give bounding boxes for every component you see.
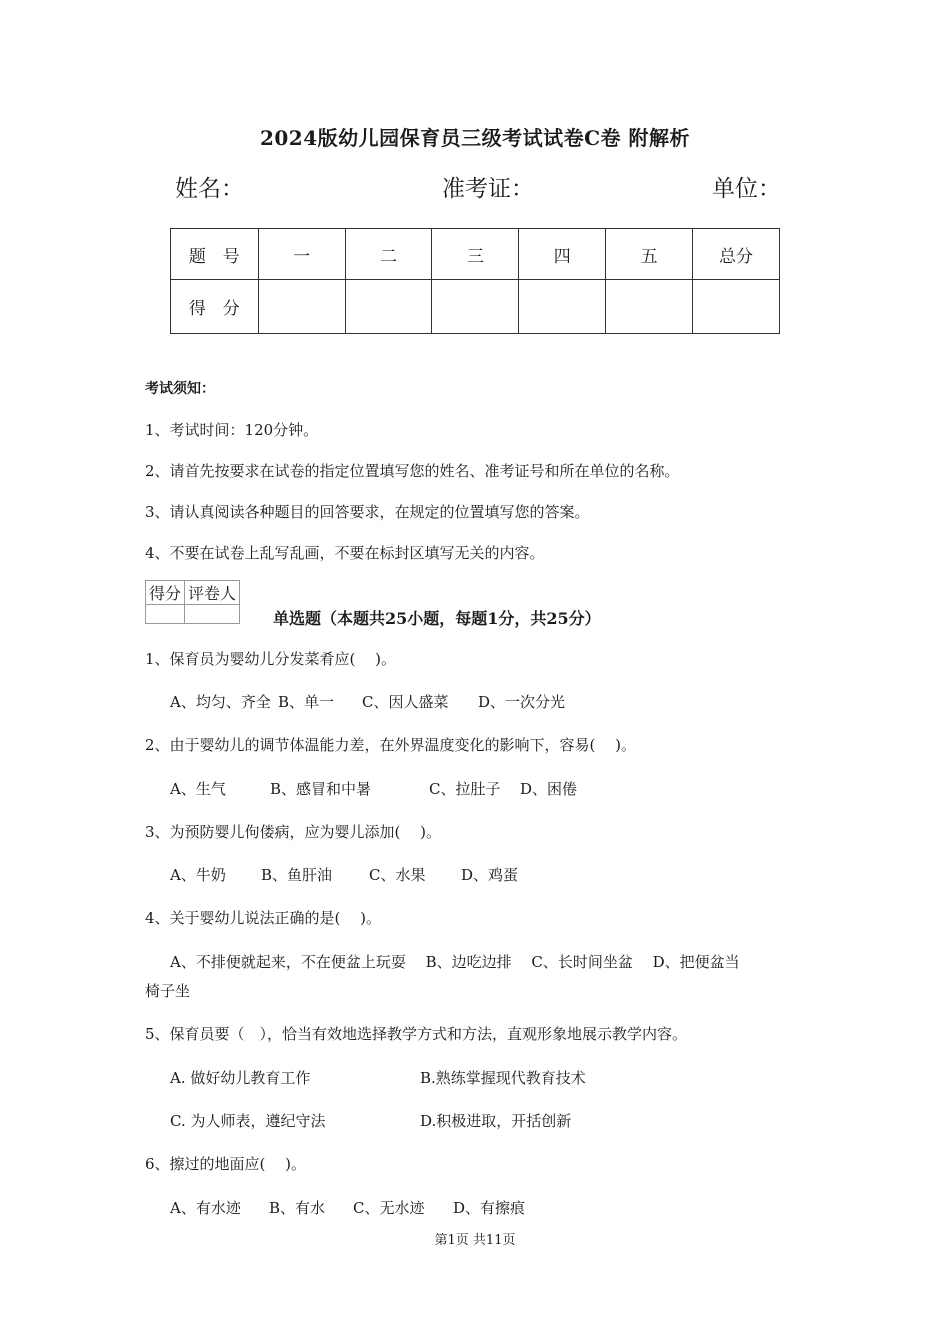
option[interactable]: A、均匀、齐全 [170, 693, 271, 711]
header-cell-4: 四 [519, 229, 606, 280]
option[interactable]: B、感冒和中暑 [270, 780, 372, 798]
score-cell-5[interactable] [606, 280, 693, 334]
exam-number-field-label: 准考证： [442, 176, 534, 202]
header-cell-2: 二 [345, 229, 432, 280]
option[interactable]: C、拉肚子 [429, 780, 501, 798]
question-stem: 5、保育员要（ ），恰当有效地选择教学方式和方法，直观形象地展示教学内容。 [145, 1025, 688, 1043]
option[interactable]: B、有水 [269, 1199, 326, 1217]
option[interactable]: D、鸡蛋 [461, 866, 519, 884]
question-options [170, 691, 565, 712]
score-table-header-row [171, 229, 780, 280]
page-footer: 第1页 共11页 [434, 1233, 516, 1248]
grader-score-label: 得分 [146, 581, 185, 605]
option[interactable]: B、单一 [278, 693, 335, 711]
option[interactable]: D.积极进取，开括创新 [420, 1112, 572, 1130]
option[interactable]: A、有水迹 [170, 1199, 241, 1217]
name-field-label: 姓名： [175, 176, 244, 202]
score-cell-1[interactable] [258, 280, 345, 334]
score-cell-2[interactable] [345, 280, 432, 334]
option[interactable]: A. 做好幼儿教育工作 [170, 1069, 311, 1087]
notice-item: 2、请首先按要求在试卷的指定位置填写您的姓名、准考证号和所在单位的名称。 [145, 462, 680, 480]
header-cell-1: 一 [258, 229, 345, 280]
score-cell-3[interactable] [432, 280, 519, 334]
question-options [170, 1197, 525, 1218]
notice-item: 3、请认真阅读各种题目的回答要求，在规定的位置填写您的答案。 [145, 503, 590, 521]
option[interactable]: B、鱼肝油 [261, 866, 333, 884]
question-options [170, 1067, 586, 1088]
question-options-continued: 椅子坐 [145, 982, 191, 1000]
option[interactable]: D、有擦痕 [453, 1199, 526, 1217]
score-table-score-row [171, 280, 780, 334]
question-stem: 3、为预防婴儿佝偻病，应为婴儿添加( )。 [145, 823, 442, 841]
question-options [170, 864, 518, 885]
option[interactable]: C、无水迹 [353, 1199, 425, 1217]
grader-score-cell[interactable] [146, 605, 185, 624]
grader-reviewer-cell[interactable] [185, 605, 240, 624]
notice-heading: 考试须知： [145, 381, 215, 397]
question-options[interactable]: A、不排便就起来，不在便盆上玩耍 B、边吃边排 C、长时间坐盆 D、把便盆当 [170, 953, 740, 971]
question-stem: 2、由于婴幼儿的调节体温能力差，在外界温度变化的影响下，容易( )。 [145, 736, 637, 754]
header-cell-total: 总分 [693, 229, 780, 280]
notice-item: 1、考试时间：120分钟。 [145, 421, 319, 439]
question-stem: 6、擦过的地面应( )。 [145, 1155, 307, 1173]
header-cell-3: 三 [432, 229, 519, 280]
score-row-label: 得 分 [171, 280, 259, 334]
question-stem: 4、关于婴幼儿说法正确的是( )。 [145, 909, 382, 927]
question-options [170, 778, 577, 799]
question-stem: 1、保育员为婴幼儿分发菜肴应( )。 [145, 650, 397, 668]
option[interactable]: A、生气 [170, 780, 226, 798]
unit-field-label: 单位： [712, 176, 781, 202]
header-cell-question-no: 题 号 [171, 229, 259, 280]
notice-item: 4、不要在试卷上乱写乱画，不要在标封区填写无关的内容。 [145, 544, 545, 562]
score-cell-4[interactable] [519, 280, 606, 334]
option[interactable]: C、因人盛菜 [362, 693, 449, 711]
option[interactable]: C、水果 [369, 866, 426, 884]
page-title: 2024版幼儿园保育员三级考试试卷C卷 附解析 [259, 126, 691, 150]
score-table [170, 228, 780, 334]
option[interactable]: A、牛奶 [170, 866, 226, 884]
option[interactable]: B.熟练掌握现代教育技术 [420, 1069, 586, 1087]
header-cell-5: 五 [606, 229, 693, 280]
question-options [170, 1110, 571, 1131]
section-title: 单选题（本题共25小题，每题1分，共25分） [273, 609, 601, 628]
option[interactable]: C. 为人师表，遵纪守法 [170, 1112, 326, 1130]
score-cell-total[interactable] [693, 280, 780, 334]
option[interactable]: D、一次分光 [478, 693, 566, 711]
grader-table [145, 580, 240, 624]
option[interactable]: D、困倦 [520, 780, 578, 798]
grader-reviewer-label: 评卷人 [185, 581, 240, 605]
